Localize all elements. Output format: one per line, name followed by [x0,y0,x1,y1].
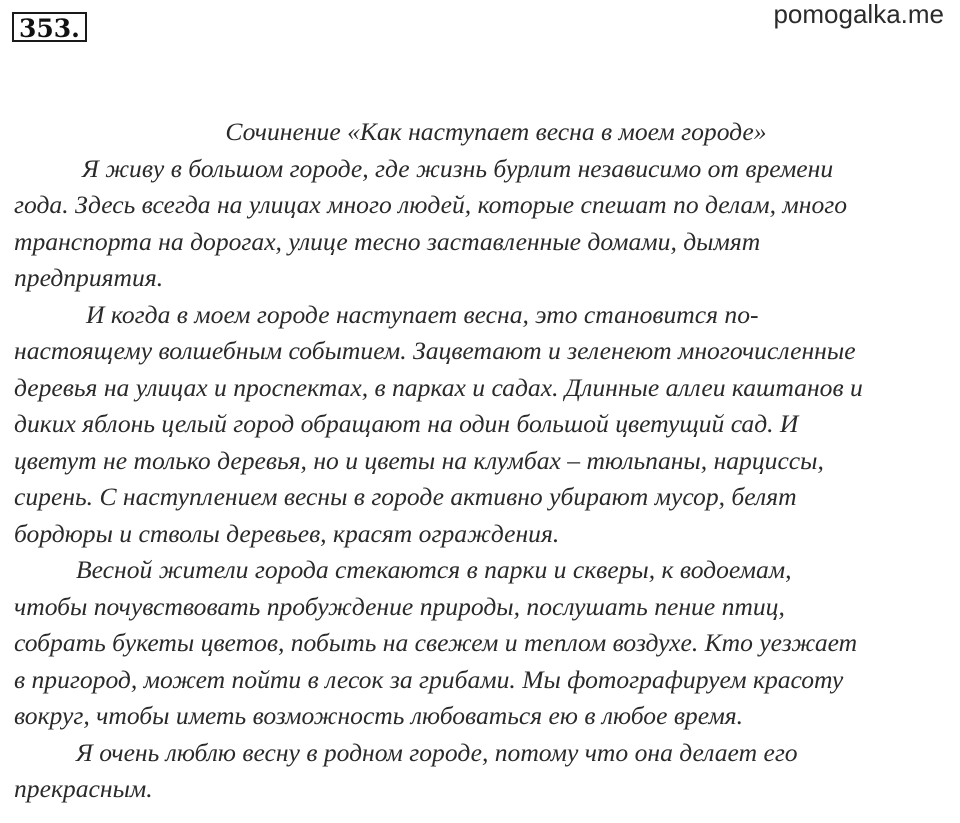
text-line: предприятия. [14,263,164,292]
essay [14,114,950,808]
text-line: Весной жители города стекаются в парки и скверы, к водоемам, [76,555,792,584]
text-line: Я живу в большом городе, где жизнь бурлит независимо от времени [82,153,834,183]
text-line: чтобы почувствовать пробуждение природы, послушать пение птиц, [14,591,785,621]
text-line: собрать букеты цветов, побыть на свежем и теплом воздухе. Кто уезжает [14,628,858,657]
text-line: сирень. С наступлением весны в городе активно убирают мусор, белят [14,482,797,511]
exercise-number: 353. [12,12,87,42]
text-line: в пригород, может пойти в лесок за грибами. Мы фотографируем красоту [14,664,844,694]
paragraph-1 [14,151,950,297]
text-line: диких яблонь целый город обращают на один большой цветущий сад. И [14,409,799,438]
text-line: Я очень люблю весну в родном городе, потому что она делает его [76,737,798,767]
paragraph-3 [14,552,950,735]
text-line: цветут не только деревья, но и цветы на клумбах – тюльпаны, нарциссы, [14,445,824,475]
text-line: года. Здесь всегда на улицах много людей, которые спешат по делам, много [14,190,848,219]
text-line: транспорта на дорогах, улице тесно заставленные домами, дымят [14,226,761,256]
text-line: бордюры и стволы деревьев, красят ограждения. [14,518,560,548]
paragraph-2 [14,297,950,553]
text-line: И когда в моем городе наступает весна, это становится по- [86,299,759,329]
text-line: прекрасным. [14,774,153,803]
text-line: настоящему волшебным событием. Зацветают и зеленеют многочисленные [14,336,856,365]
text-line: вокруг, чтобы иметь возможность любоваться ею в любое время. [14,701,744,730]
essay-title: Сочинение «Как наступает весна в моем городе» [225,117,767,146]
paragraph-4 [14,735,950,808]
site-name: pomogalka.me [773,0,944,29]
text-line: деревья на улицах и проспектах, в парках и садах. Длинные аллеи каштанов и [14,372,863,402]
